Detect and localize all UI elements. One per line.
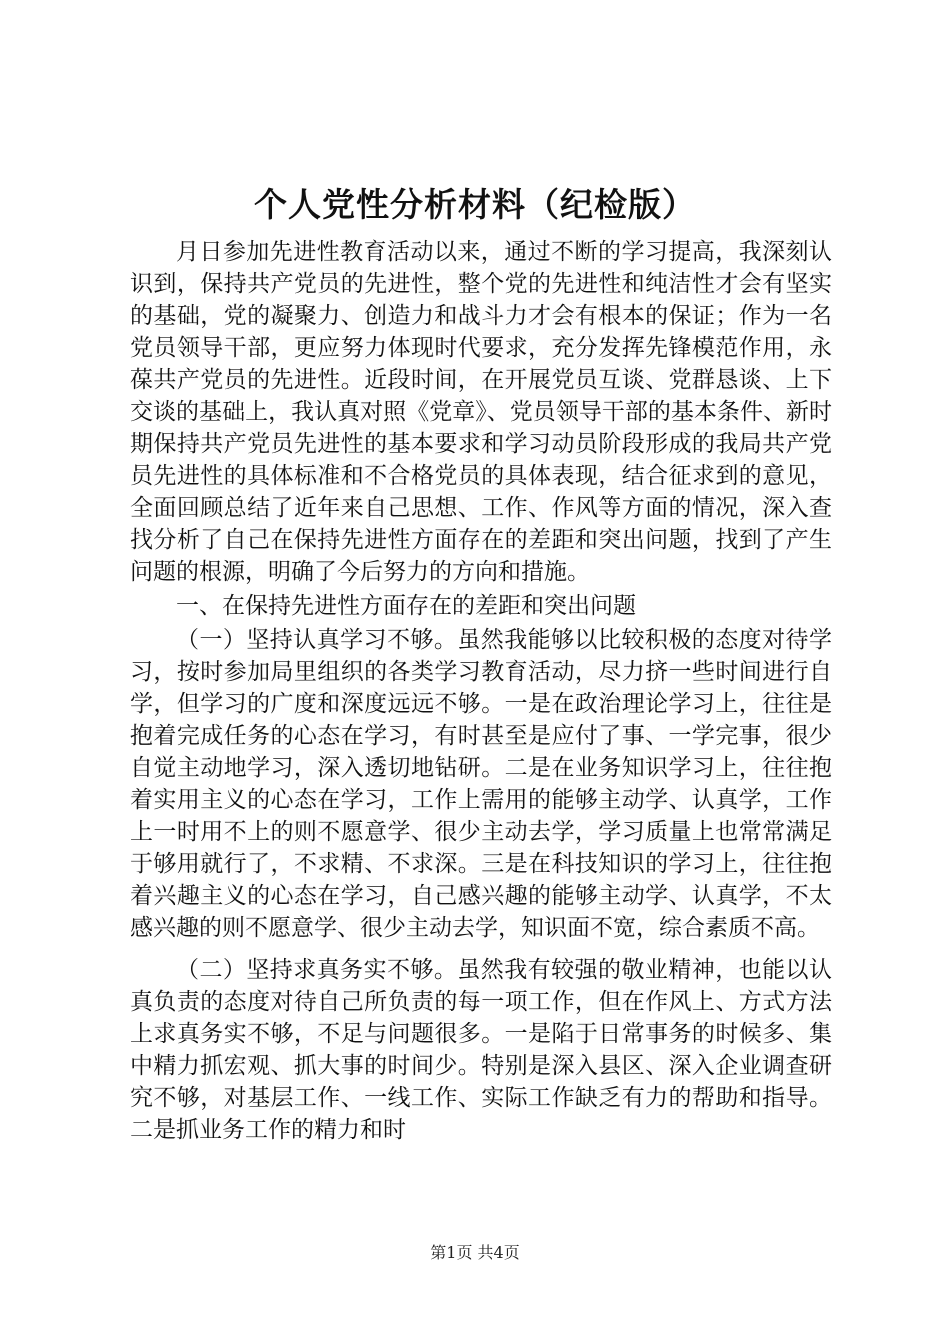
study-paragraph: （一）坚持认真学习不够。虽然我能够以比较积极的态度对待学习，按时参加局里组织的各类学习教育活动，尽力挤一些时间进行自学，但学习的广度和深度远远不够。一是在政治理论学习上，往往是抱着完成任务的心态在学习，有时甚至是应付了事、一学完事，很少自觉主动地学习，深入透切地钻研。二是在业务知识学习上，往往抱着实用主义的心态在学习，工作上需用的能够主动学、认真学，工作上一时用不上的则不愿意学、很少主动去学，学习质量上也常常满足于够用就行了，不求精、不求深。三是在科技知识的学习上，往往抱着兴趣主义的心态在学习，自己感兴趣的能够主动学、认真学，不太感兴趣的则不愿意学、很少主动去学，知识面不宽，综合素质不高。 — [130, 627, 832, 941]
intro-paragraph: 月日参加先进性教育活动以来，通过不断的学习提高，我深刻认识到，保持共产党员的先进性，整个党的先进性和纯洁性才会有坚实的基础，党的凝聚力、创造力和战斗力才会有根本的保证；作为一名党员领导干部，更应努力体现时代要求，充分发挥先锋模范作用，永葆共产党员的先进性。近段时间，在开展党员互谈、党群恳谈、上下交谈的基础上，我认真对照《党章》、党员领导干部的基本条件、新时期保持共产党员先进性的基本要求和学习动员阶段形成的我局共产党员先进性的具体标准和不合格党员的具体表现，结合征求到的意见，全面回顾总结了近年来自己思想、工作、作风等方面的情况，深入查找分析了自己在保持先进性方面存在的差距和突出问题，找到了产生问题的根源，明确了今后努力的方向和措施。 — [130, 239, 832, 585]
document-body — [130, 236, 832, 1146]
practice-paragraph: （二）坚持求真务实不够。虽然我有较强的敬业精神，也能以认真负责的态度对待自己所负责的每一项工作，但在作风上、方式方法上求真务实不够，不足与问题很多。一是陷于日常事务的时候多、集中精力抓宏观、抓大事的时间少。特别是深入县区、深入企业调查研究不够，对基层工作、一线工作、实际工作缺乏有力的帮助和指导。二是抓业务工作的精力和时 — [130, 957, 832, 1143]
document-title: 个人党性分析材料（纪检版） — [254, 185, 696, 224]
page-footer: 第1页 共4页 — [430, 1243, 520, 1262]
section-heading: 一、在保持先进性方面存在的差距和突出问题 — [176, 593, 636, 619]
